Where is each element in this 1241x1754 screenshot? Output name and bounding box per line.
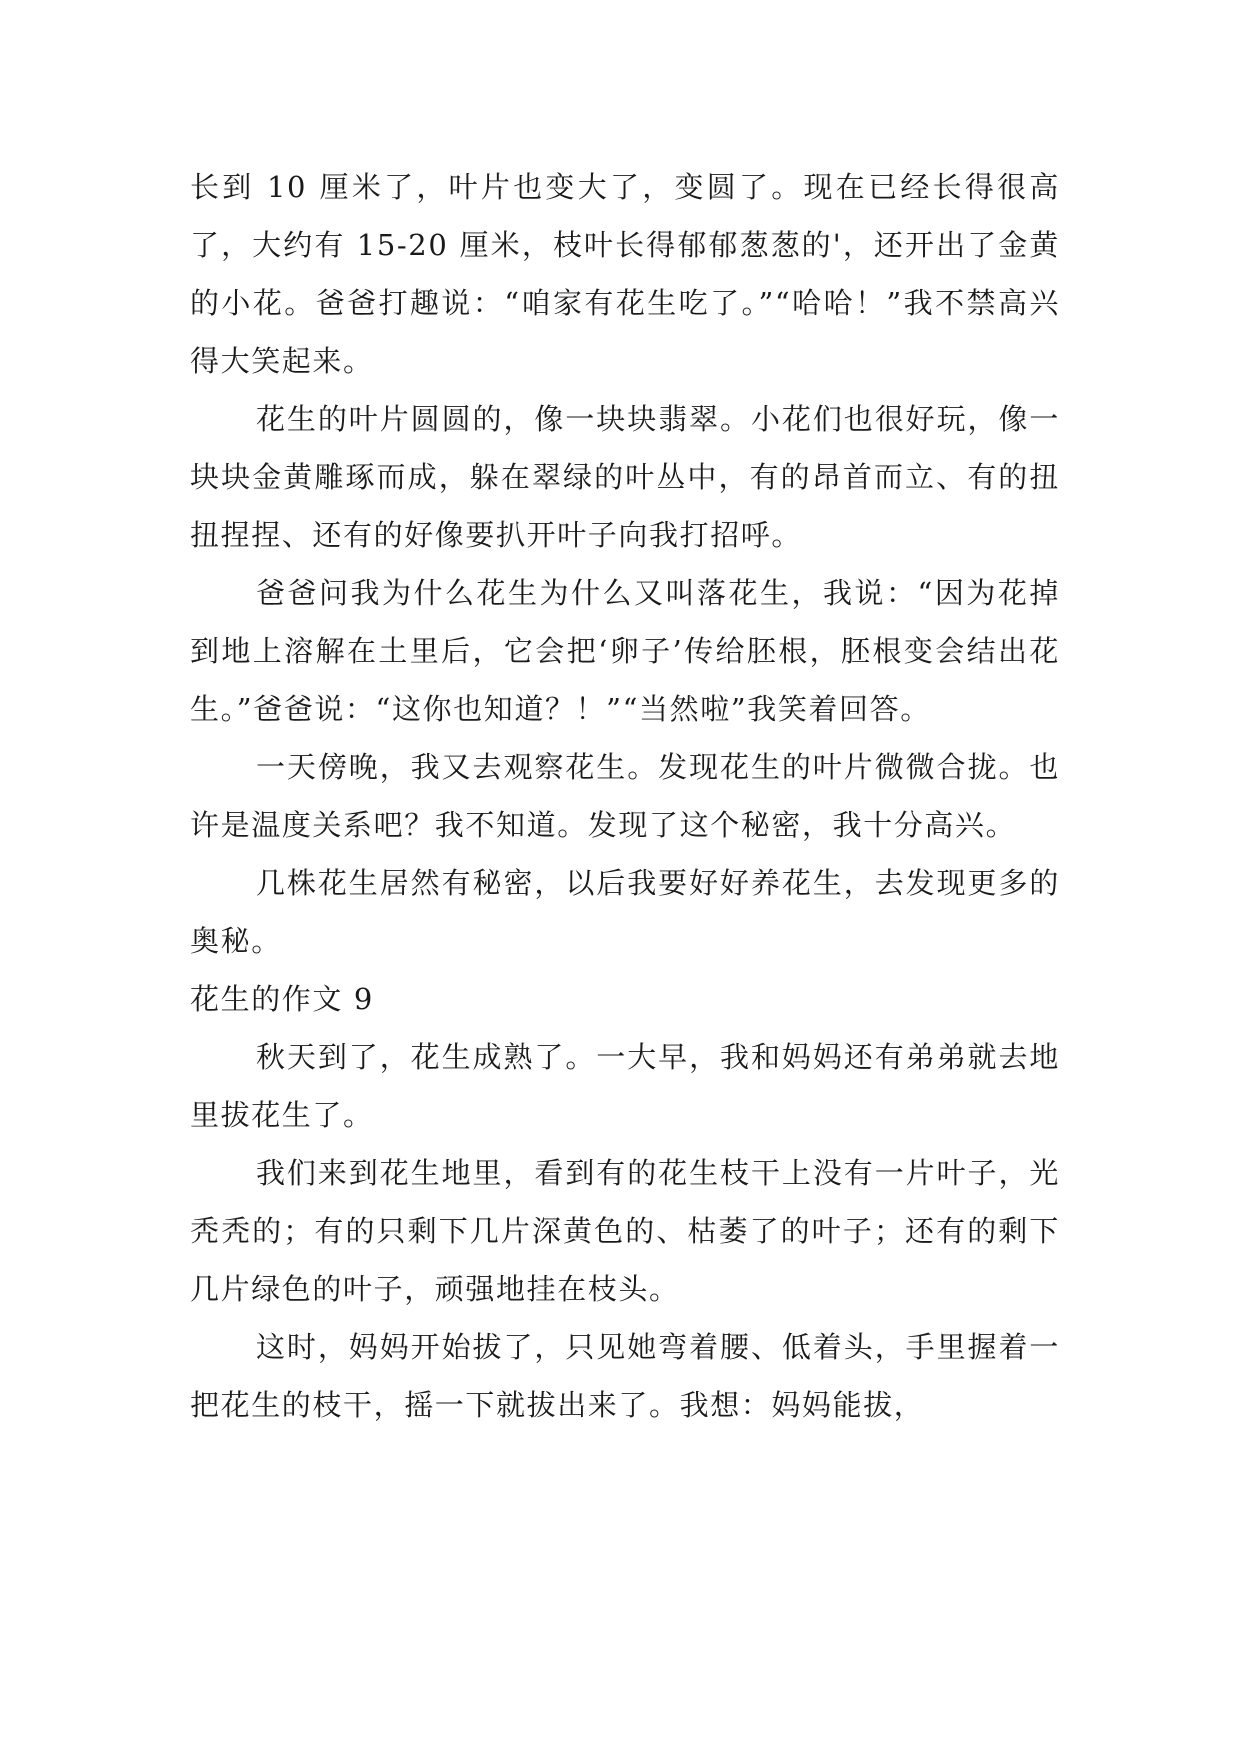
paragraph-continued: 长到 10 厘米了，叶片也变大了，变圆了。现在已经长得很高了，大约有 15-20 厘米，枝叶长得郁郁葱葱的'，还开出了金黄的小花。爸爸打趣说：“咱家有花生吃了。”“哈哈！”我不禁高兴得大笑起来。: [190, 170, 1060, 378]
paragraph-autumn: 秋天到了，花生成熟了。一大早，我和妈妈还有弟弟就去地里拔花生了。: [190, 1040, 1060, 1132]
paragraph-field: 我们来到花生地里，看到有的花生枝干上没有一片叶子，光秃秃的；有的只剩下几片深黄色的、枯萎了的叶子；还有的剩下几片绿色的叶子，顽强地挂在枝头。: [190, 1156, 1060, 1306]
paragraph-secret: 几株花生居然有秘密，以后我要好好养花生，去发现更多的奥秘。: [190, 866, 1060, 958]
section-title: 花生的作文 9: [190, 982, 374, 1016]
paragraph-father-question: 爸爸问我为什么花生为什么又叫落花生，我说：“因为花掉到地上溶解在土里后，它会把‘卵子’传给胚根，胚根变会结出花生。”爸爸说：“这你也知道？！”“当然啦”我笑着回答。: [190, 576, 1060, 726]
paragraph-leaves: 花生的叶片圆圆的，像一块块翡翠。小花们也很好玩，像一块块金黄雕琢而成，躲在翠绿的叶丛中，有的昂首而立、有的扭扭捏捏、还有的好像要扒开叶子向我打招呼。: [190, 402, 1060, 552]
document-body: [190, 158, 1060, 1434]
paragraph-evening: 一天傍晚，我又去观察花生。发现花生的叶片微微合拢。也许是温度关系吧？我不知道。发现了这个秘密，我十分高兴。: [190, 750, 1060, 842]
paragraph-mother: 这时，妈妈开始拔了，只见她弯着腰、低着头，手里握着一把花生的枝干，摇一下就拔出来了。我想：妈妈能拔，: [190, 1330, 1060, 1422]
